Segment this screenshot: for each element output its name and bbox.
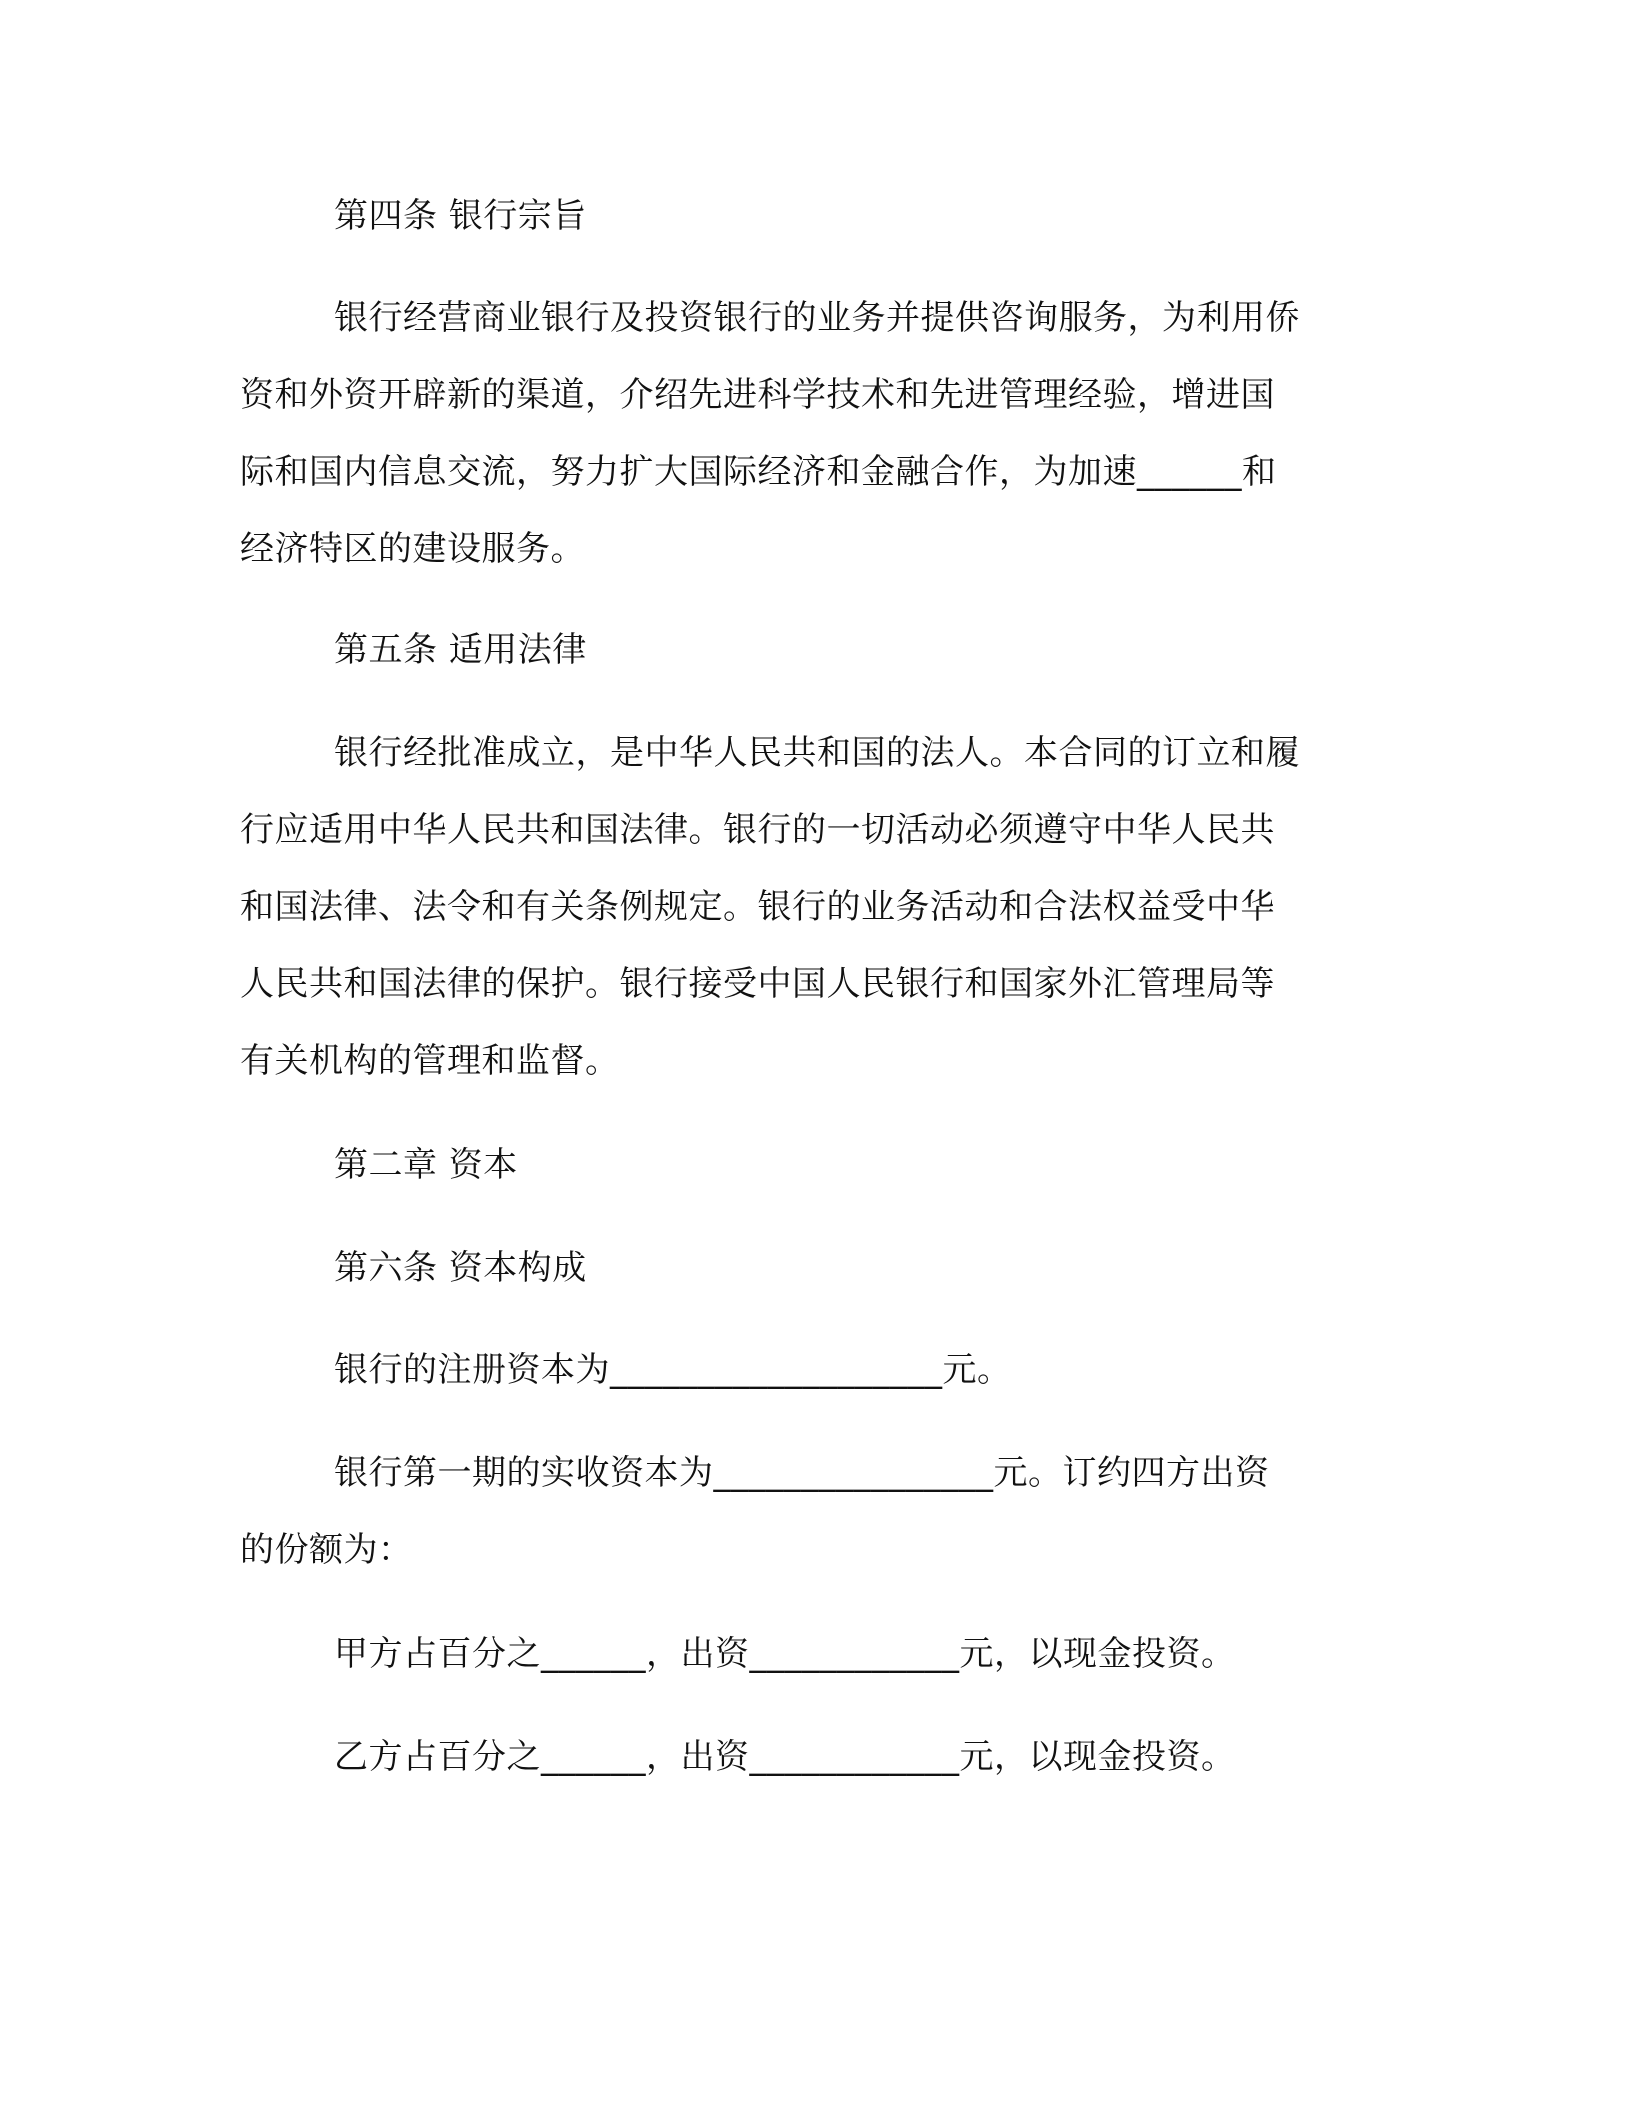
article5-line-2: 行应适用中华人民共和国法律。银行的一切活动必须遵守中华人民共	[240, 810, 1275, 850]
article5-line-3: 和国法律、法令和有关条例规定。银行的业务活动和合法权益受中华	[240, 887, 1275, 927]
party-b-line: 乙方占百分之______，出资____________元，以现金投资。	[334, 1737, 1236, 1777]
chapter2-heading: 第二章 资本	[334, 1145, 518, 1185]
article5-line-5: 有关机构的管理和监督。	[240, 1041, 620, 1081]
article4-line-4: 经济特区的建设服务。	[240, 529, 585, 569]
article5-line-4: 人民共和国法律的保护。银行接受中国人民银行和国家外汇管理局等	[240, 964, 1275, 1004]
article4-line-1: 银行经营商业银行及投资银行的业务并提供咨询服务，为利用侨	[334, 298, 1300, 338]
article4-line-3: 际和国内信息交流，努力扩大国际经济和金融合作，为加速______和	[240, 452, 1277, 492]
article6-heading: 第六条 资本构成	[334, 1248, 587, 1288]
article4-heading: 第四条 银行宗旨	[334, 196, 587, 236]
article5-line-1: 银行经批准成立，是中华人民共和国的法人。本合同的订立和履	[334, 733, 1300, 773]
paid-in-capital-line-1: 银行第一期的实收资本为________________元。订约四方出资	[334, 1453, 1270, 1493]
registered-capital-line: 银行的注册资本为___________________元。	[334, 1350, 1012, 1390]
article4-line-2: 资和外资开辟新的渠道，介绍先进科学技术和先进管理经验，增进国	[240, 375, 1275, 415]
paid-in-capital-line-2: 的份额为：	[240, 1530, 413, 1570]
article5-heading: 第五条 适用法律	[334, 630, 587, 670]
party-a-line: 甲方占百分之______，出资____________元，以现金投资。	[334, 1634, 1236, 1674]
